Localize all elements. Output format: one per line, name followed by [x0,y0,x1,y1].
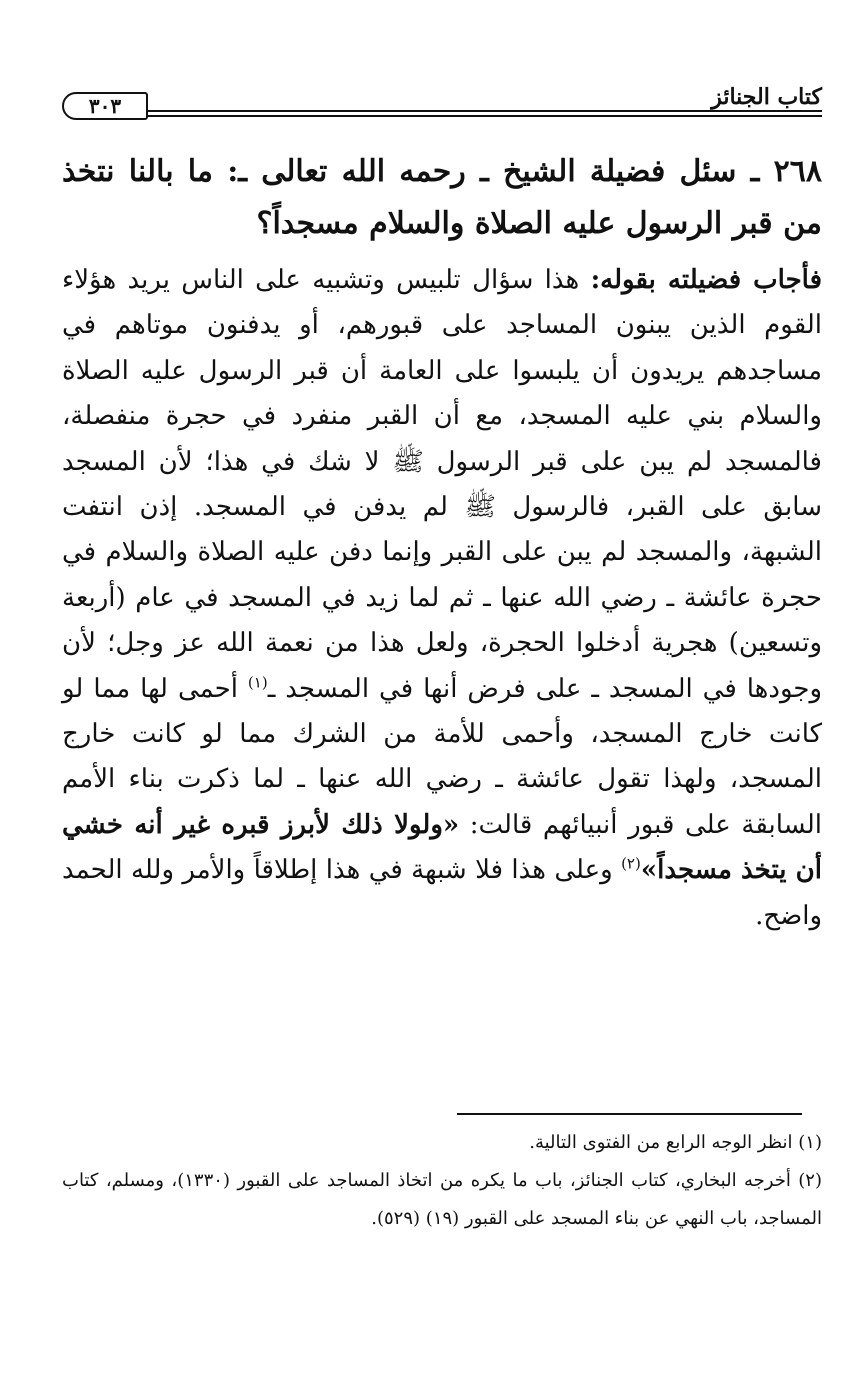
answer-text-part3: وعلى هذا فلا شبهة في هذا إطلاقاً والأمر ولله الحمد واضح. [62,855,822,931]
footnote-marker-1: (١) [247,673,268,691]
header-rule [148,110,822,112]
footnote-1: (١) انظر الوجه الرابع من الفتوى التالية. [529,1132,822,1153]
page-number-frame [62,92,148,120]
answer-paragraph [62,258,822,939]
footnote-marker-2: (٢) [621,854,641,873]
footnote-separator [457,1113,802,1115]
page-number: ٣٠٣ [88,94,122,118]
answer-text-part1: هذا سؤال تلبيس وتشبيه على الناس يريد هؤلاء القوم الذين يبنون المساجد على قبورهم، أو يدفنون موتاهم في مساجدهم يريدون أن يلبسوا على العامة أن قبر الرسول عليه الصلاة والسلام بني عليه المسجد، مع أن القبر منفرد في حجرة منفصلة، فالمسجد لم يبن على قبر الرسول ﷺ لا شك في هذا؛ لأن المسجد سابق على القبر، فالرسول ﷺ لم يدفن في المسجد. إذن انتفت الشبهة، والمسجد لم يبن على القبر وإنما دفن عليه الصلاة والسلام في حجرة عائشة ـ رضي الله عنها ـ ثم لما زيد في المسجد في عام (أربعة وتسعين) هجرية أدخلوا الحجرة، ولعل هذا من نعمة الله عز وجل؛ لأن وجودها في المسجد ـ على فرض أنها في المسجد ـ [62,265,823,704]
answer-lead: فأجاب فضيلته بقوله: [590,265,823,295]
page-header [62,86,822,126]
header-rule [148,115,822,117]
answer-text-part2: أحمى لها مما لو كانت خارج المسجد، وأحمى للأمة من الشرك مما لو كانت خارج المسجد، ولهذا تقول عائشة ـ رضي الله عنها ـ لما ذكرت بناء الأمم السابقة على قبور أنبيائهم قالت: [62,673,822,840]
footnote-2: (٢) أخرجه البخاري، كتاب الجنائز، باب ما يكره من اتخاذ المساجد على القبور (١٣٣٠)، ومسلم، كتاب المساجد، باب النهي عن بناء المسجد على القبور (١٩) (٥٢٩). [62,1170,822,1229]
hadith-quote: «ولولا ذلك لأبرز قبره غير أنه خشي أن يتخذ مسجداً» [62,809,823,886]
question-paragraph [62,146,822,250]
question-text: ـ سئل فضيلة الشيخ ـ رحمه الله تعالى ـ: ما بالنا نتخذ من قبر الرسول عليه الصلاة والسلام مسجداً؟ [62,154,822,241]
book-title: كتاب الجنائز [703,84,822,110]
question-number: ٢٦٨ [773,154,822,189]
footnotes [62,1124,822,1238]
main-content [62,146,822,939]
